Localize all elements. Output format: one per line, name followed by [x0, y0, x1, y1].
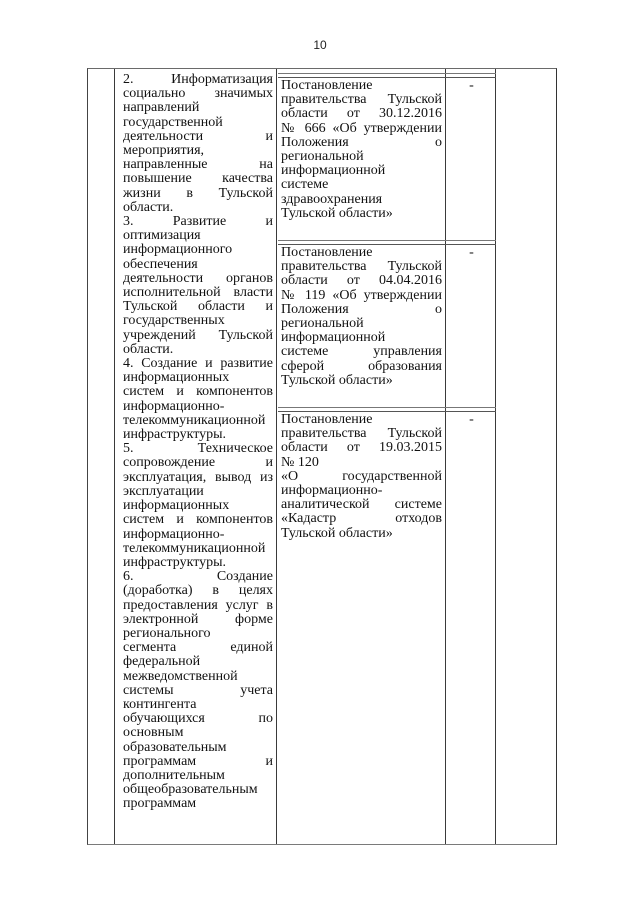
text-line: информационных	[123, 370, 230, 386]
text-line: Тульской области»	[281, 372, 393, 388]
text-line: № 666 «Об утверждении	[281, 120, 442, 136]
text-line: 3. Развитие и	[123, 214, 273, 230]
text-line: 2. Информатизация	[123, 72, 273, 87]
resolution-value: -	[469, 78, 474, 93]
text-line: № 120	[281, 454, 319, 470]
text-line: программам и	[123, 753, 273, 769]
text-line: социально значимых	[123, 86, 273, 102]
text-line: электронной форме	[123, 611, 273, 627]
text-line: № 119 «Об утверждении	[281, 287, 442, 303]
resolution-row-3	[278, 407, 496, 567]
text-line: 4. Создание и развитие	[123, 356, 273, 372]
text-line: основным	[123, 725, 184, 741]
resolution-row-1	[278, 73, 496, 241]
text-line: жизни в Тульской	[123, 185, 273, 201]
activities-description-cell	[119, 69, 276, 812]
text-line: образовательным	[123, 739, 227, 755]
text-line: программам	[123, 796, 197, 812]
text-line: государственных	[123, 313, 225, 329]
text-line: телекоммуникационной	[123, 412, 266, 428]
text-line: эксплуатации	[123, 483, 204, 499]
text-line: предоставления услуг в	[123, 597, 273, 613]
text-line: правительства Тульской	[281, 259, 442, 275]
text-line: информационных	[123, 498, 230, 514]
text-line: деятельности и	[123, 128, 273, 144]
text-line: деятельности органов	[123, 270, 273, 286]
text-line: области.	[123, 341, 174, 357]
text-line: Тульской области»	[281, 205, 393, 221]
text-line: исполнительной власти	[123, 285, 273, 301]
resolution-text	[278, 246, 445, 388]
text-line: направлений	[123, 100, 200, 116]
resolution-value: -	[469, 245, 474, 260]
text-line: межведомственной	[123, 668, 238, 684]
text-line: Тульской области и	[123, 299, 273, 315]
text-line: направленные на	[123, 157, 273, 173]
text-line: государственной	[123, 114, 223, 130]
text-line: информационной	[281, 330, 386, 346]
text-line: области.	[123, 199, 174, 215]
text-line: системе управления	[281, 344, 442, 360]
text-line: телекоммуникационной	[123, 540, 266, 556]
text-line: области от 19.03.2015	[281, 440, 442, 456]
text-line: мероприятия,	[123, 143, 205, 159]
text-line: 5. Техническое	[123, 441, 273, 457]
text-line: системы учета	[123, 682, 273, 698]
text-line: информационно-	[123, 398, 225, 414]
text-line: здравоохранения	[281, 191, 383, 207]
text-line: эксплуатация, вывод из	[123, 469, 273, 485]
document-table	[87, 68, 557, 845]
text-line: информационно-	[281, 483, 383, 499]
text-line: правительства Тульской	[281, 92, 442, 108]
resolution-text	[278, 79, 445, 221]
text-line: системе	[281, 177, 329, 193]
text-line: правительства Тульской	[281, 426, 442, 442]
text-line: Положения о	[281, 134, 442, 150]
text-line: учреждений Тульской	[123, 327, 273, 343]
text-line: «О государственной	[281, 468, 442, 484]
text-line: федеральной	[123, 654, 201, 670]
text-line: области от 04.04.2016	[281, 273, 442, 289]
page-number: 10	[313, 38, 327, 52]
text-line: области от 30.12.2016	[281, 106, 442, 122]
resolution-text	[278, 413, 445, 541]
text-line: информационной	[281, 163, 386, 179]
text-line: информационно-	[123, 526, 225, 542]
text-line: инфраструктуры.	[123, 427, 227, 443]
text-line: оптимизация	[123, 228, 201, 244]
text-line: Постановление	[281, 245, 373, 260]
text-line: (доработка) в целях	[123, 583, 273, 599]
text-line: Тульской области»	[281, 525, 393, 541]
text-line: аналитической системе	[281, 497, 442, 513]
text-line: обучающихся по	[123, 711, 273, 727]
text-line: «Кадастр отходов	[281, 511, 442, 527]
text-line: контингента	[123, 696, 197, 712]
text-line: общеобразовательным	[123, 782, 258, 798]
resolution-row-2	[278, 240, 496, 408]
text-line: сопровождение и	[123, 455, 273, 471]
text-line: региональной	[281, 316, 364, 332]
text-line: Постановление	[281, 78, 373, 93]
text-line: Постановление	[281, 412, 373, 427]
text-line: 6. Создание	[123, 569, 273, 585]
text-line: инфраструктуры.	[123, 554, 227, 570]
text-line: сферой образования	[281, 358, 442, 374]
text-line: повышение качества	[123, 171, 273, 187]
text-line: Положения о	[281, 301, 442, 317]
column-divider-2	[276, 69, 277, 844]
text-line: регионального	[123, 625, 211, 641]
column-divider-1	[114, 69, 115, 844]
text-line: обеспечения	[123, 256, 198, 272]
text-line: систем и компонентов	[123, 384, 273, 400]
text-line: дополнительным	[123, 767, 225, 783]
text-line: сегмента единой	[123, 640, 273, 656]
text-line: систем и компонентов	[123, 512, 273, 528]
text-line: региональной	[281, 149, 364, 165]
text-line: информационного	[123, 242, 233, 258]
resolution-value: -	[469, 412, 474, 427]
